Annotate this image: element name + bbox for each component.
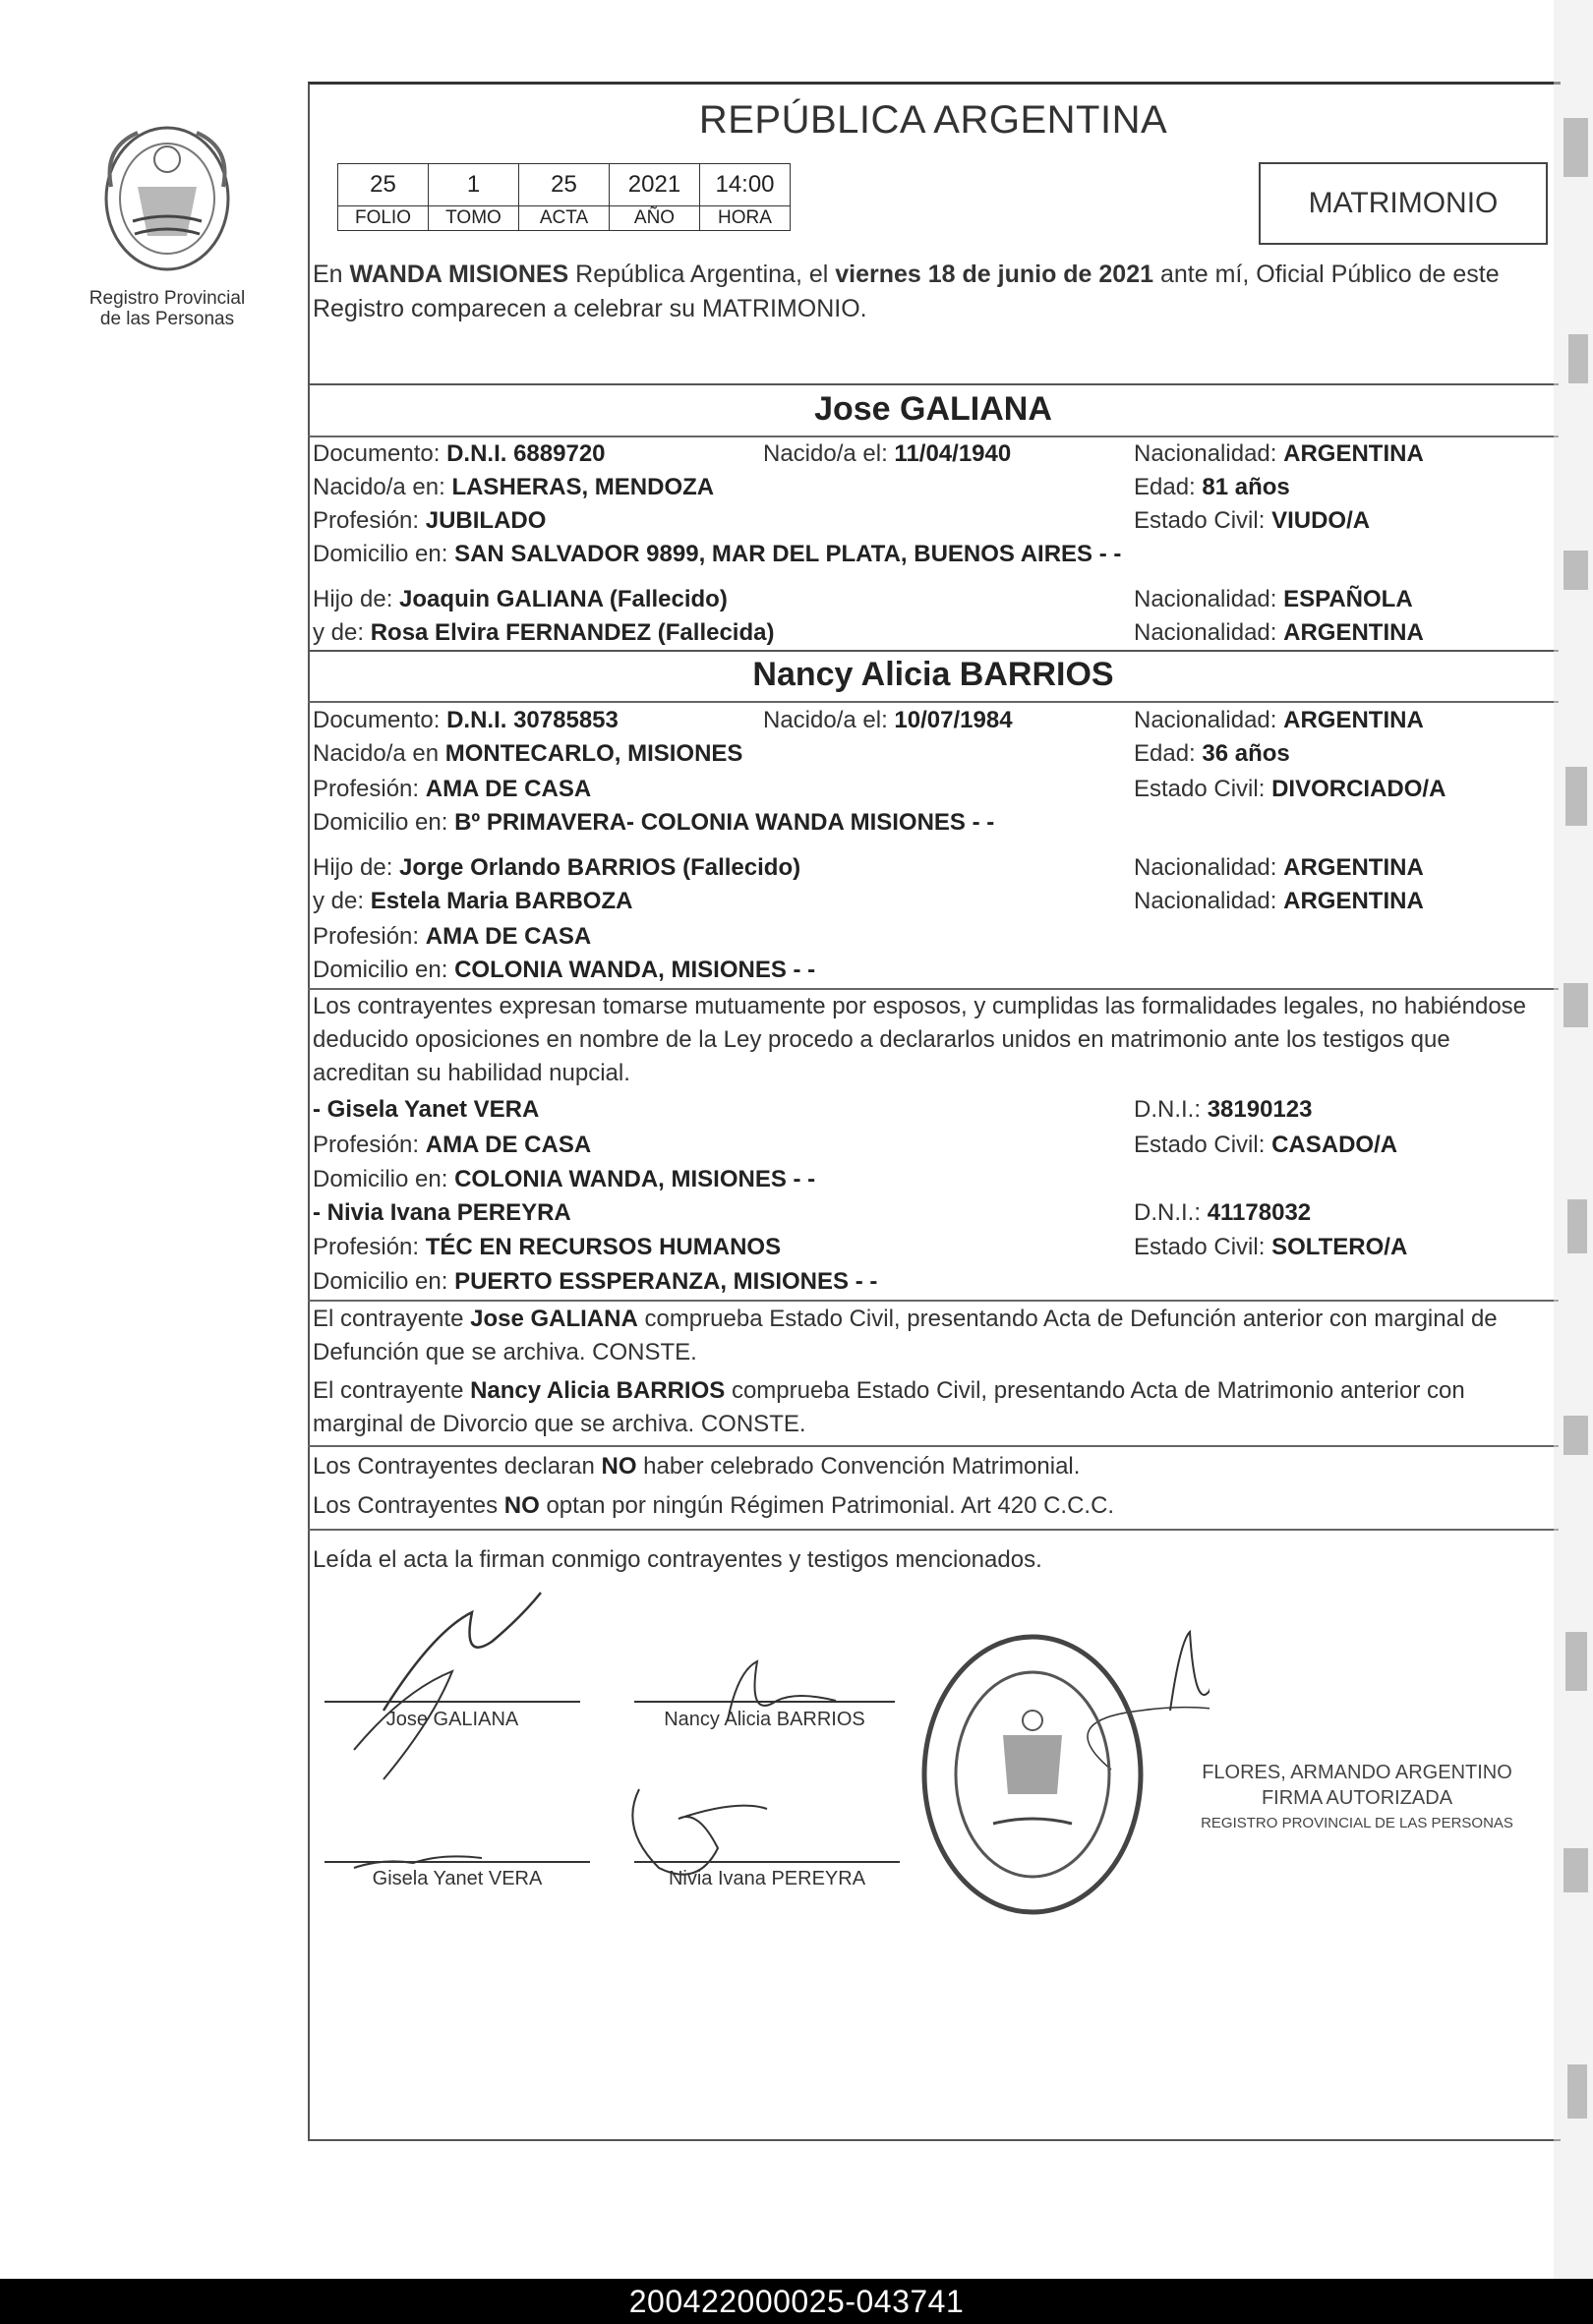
scan-noise-strip <box>1534 0 1593 2279</box>
province-seal-icon <box>93 118 241 280</box>
signature-line <box>634 1701 895 1703</box>
bride-row-mother-domicile: Domicilio en: COLONIA WANDA, MISIONES - - <box>313 957 816 983</box>
official-signature-block <box>1170 1760 1544 1836</box>
declaration-paragraph: Los contrayentes expresan tomarse mutuamente por esposos, y cumplidas las formalidades legales, no habiéndose deducido oposiciones en nombre de la Ley procedo a declararlos unidos en matrimonio ante los testigos que acreditan su habilidad nupcial. <box>313 993 1527 1086</box>
separator <box>308 1445 1559 1447</box>
signature-line <box>324 1861 590 1863</box>
folio-value: 25 <box>338 164 429 206</box>
official-title: FIRMA AUTORIZADA <box>1261 1787 1453 1809</box>
separator <box>308 1529 1559 1531</box>
bride-row-birthplace: Nacido/a en MONTECARLO, MISIONES Edad: 36 años <box>313 740 1290 767</box>
groom-row-birthplace: Nacido/a en: LASHERAS, MENDOZA Edad: 81 años <box>313 474 1290 500</box>
closing-statement: Leída el acta la firman conmigo contrayentes y testigos mencionados. <box>313 1546 1042 1573</box>
year-label: AÑO <box>610 206 700 231</box>
registry-logo <box>69 118 266 329</box>
separator <box>308 701 1559 703</box>
witness2-row-profession: Profesión: TÉC EN RECURSOS HUMANOS Estado Civil: SOLTERO/A <box>313 1234 1408 1260</box>
bride-row-doc: Documento: D.N.I. 30785853 Nacido/a el: 10/07/1984 Nacionalidad: ARGENTINA <box>313 707 1424 733</box>
certificate-type-box: MATRIMONIO <box>1259 162 1548 245</box>
groom-row-doc: Documento: D.N.I. 6889720 Nacido/a el: 11/04/1940 Nacionalidad: ARGENTINA <box>313 440 1424 467</box>
tomo-value: 1 <box>429 164 519 206</box>
logo-caption-line2: de las Personas <box>99 309 235 329</box>
official-name: FLORES, ARMANDO ARGENTINO <box>1202 1762 1512 1783</box>
signature-label-witness2: Nivia Ivana PEREYRA <box>668 1868 866 1889</box>
separator <box>308 383 1559 385</box>
signature-label-witness1: Gisela Yanet VERA <box>372 1868 543 1889</box>
witness2-row-domicile: Domicilio en: PUERTO ESSPERANZA, MISIONES - - <box>313 1268 878 1295</box>
year-value: 2021 <box>610 164 700 206</box>
note-groom-civil-status: El contrayente Jose GALIANA comprueba Estado Civil, presentando Acta de Defunción anterior con marginal de Defunción que se archiva. CONSTE. <box>313 1306 1498 1365</box>
witness2-row-name: - Nivia Ivana PEREYRA D.N.I.: 41178032 <box>313 1199 1312 1226</box>
folio-label: FOLIO <box>338 206 429 231</box>
acta-value: 25 <box>519 164 610 206</box>
document-title: REPÚBLICA ARGENTINA <box>698 98 1168 142</box>
note-bride-civil-status: El contrayente Nancy Alicia BARRIOS comprueba Estado Civil, presentando Acta de Matrimonio anterior con marginal de Divorcio que se archiva. CONSTE. <box>313 1377 1465 1437</box>
bride-row-mother: y de: Estela Maria BARBOZA Nacionalidad: ARGENTINA <box>313 888 1424 914</box>
document-code-bar: 200422000025-043741 <box>0 2279 1593 2324</box>
bride-row-father: Hijo de: Jorge Orlando BARRIOS (Fallecido) Nacionalidad: ARGENTINA <box>313 854 1424 881</box>
official-org: REGISTRO PROVINCIAL DE LAS PERSONAS <box>1201 1815 1513 1831</box>
note-convention: Los Contrayentes declaran NO haber celebrado Convención Matrimonial. <box>313 1453 1081 1480</box>
logo-caption-line1: Registro Provincial <box>88 288 246 309</box>
groom-row-father: Hijo de: Joaquin GALIANA (Fallecido) Nacionalidad: ESPAÑOLA <box>313 586 1413 612</box>
official-stamp-icon <box>914 1627 1150 1922</box>
groom-row-profession: Profesión: JUBILADO Estado Civil: VIUDO/A <box>313 507 1371 534</box>
bride-row-mother-profession: Profesión: AMA DE CASA <box>313 923 592 950</box>
registry-table <box>337 163 791 231</box>
tomo-label: TOMO <box>429 206 519 231</box>
witness1-row-domicile: Domicilio en: COLONIA WANDA, MISIONES - - <box>313 1166 816 1192</box>
intro-date: viernes 18 de junio de 2021 <box>835 261 1154 288</box>
bride-row-domicile: Domicilio en: Bº PRIMAVERA- COLONIA WANDA MISIONES - - <box>313 809 995 836</box>
groom-name: Jose GALIANA <box>814 390 1052 428</box>
witness1-row-name: - Gisela Yanet VERA D.N.I.: 38190123 <box>313 1096 1313 1123</box>
groom-row-domicile: Domicilio en: SAN SALVADOR 9899, MAR DEL PLATA, BUENOS AIRES - - <box>313 541 1122 567</box>
separator <box>308 1300 1559 1302</box>
bride-row-profession: Profesión: AMA DE CASA Estado Civil: DIVORCIADO/A <box>313 776 1446 802</box>
intro-place: WANDA MISIONES <box>349 261 569 288</box>
separator <box>308 650 1559 652</box>
signature-label-bride: Nancy Alicia BARRIOS <box>664 1709 865 1730</box>
bride-name: Nancy Alicia BARRIOS <box>752 656 1114 693</box>
groom-row-mother: y de: Rosa Elvira FERNANDEZ (Fallecida) Nacionalidad: ARGENTINA <box>313 619 1424 646</box>
note-patrimonial: Los Contrayentes NO optan por ningún Régimen Patrimonial. Art 420 C.C.C. <box>313 1492 1115 1519</box>
acta-label: ACTA <box>519 206 610 231</box>
hour-value: 14:00 <box>700 164 791 206</box>
intro-paragraph: En WANDA MISIONES República Argentina, el viernes 18 de junio de 2021 ante mí, Oficial Público de este Registro comparecen a celebrar su MATRIMONIO. <box>313 261 1500 322</box>
signature-label-groom: Jose GALIANA <box>385 1709 519 1730</box>
signature-line <box>634 1861 900 1863</box>
witness1-row-profession: Profesión: AMA DE CASA Estado Civil: CASADO/A <box>313 1132 1398 1158</box>
hour-label: HORA <box>700 206 791 231</box>
signature-line <box>324 1701 580 1703</box>
